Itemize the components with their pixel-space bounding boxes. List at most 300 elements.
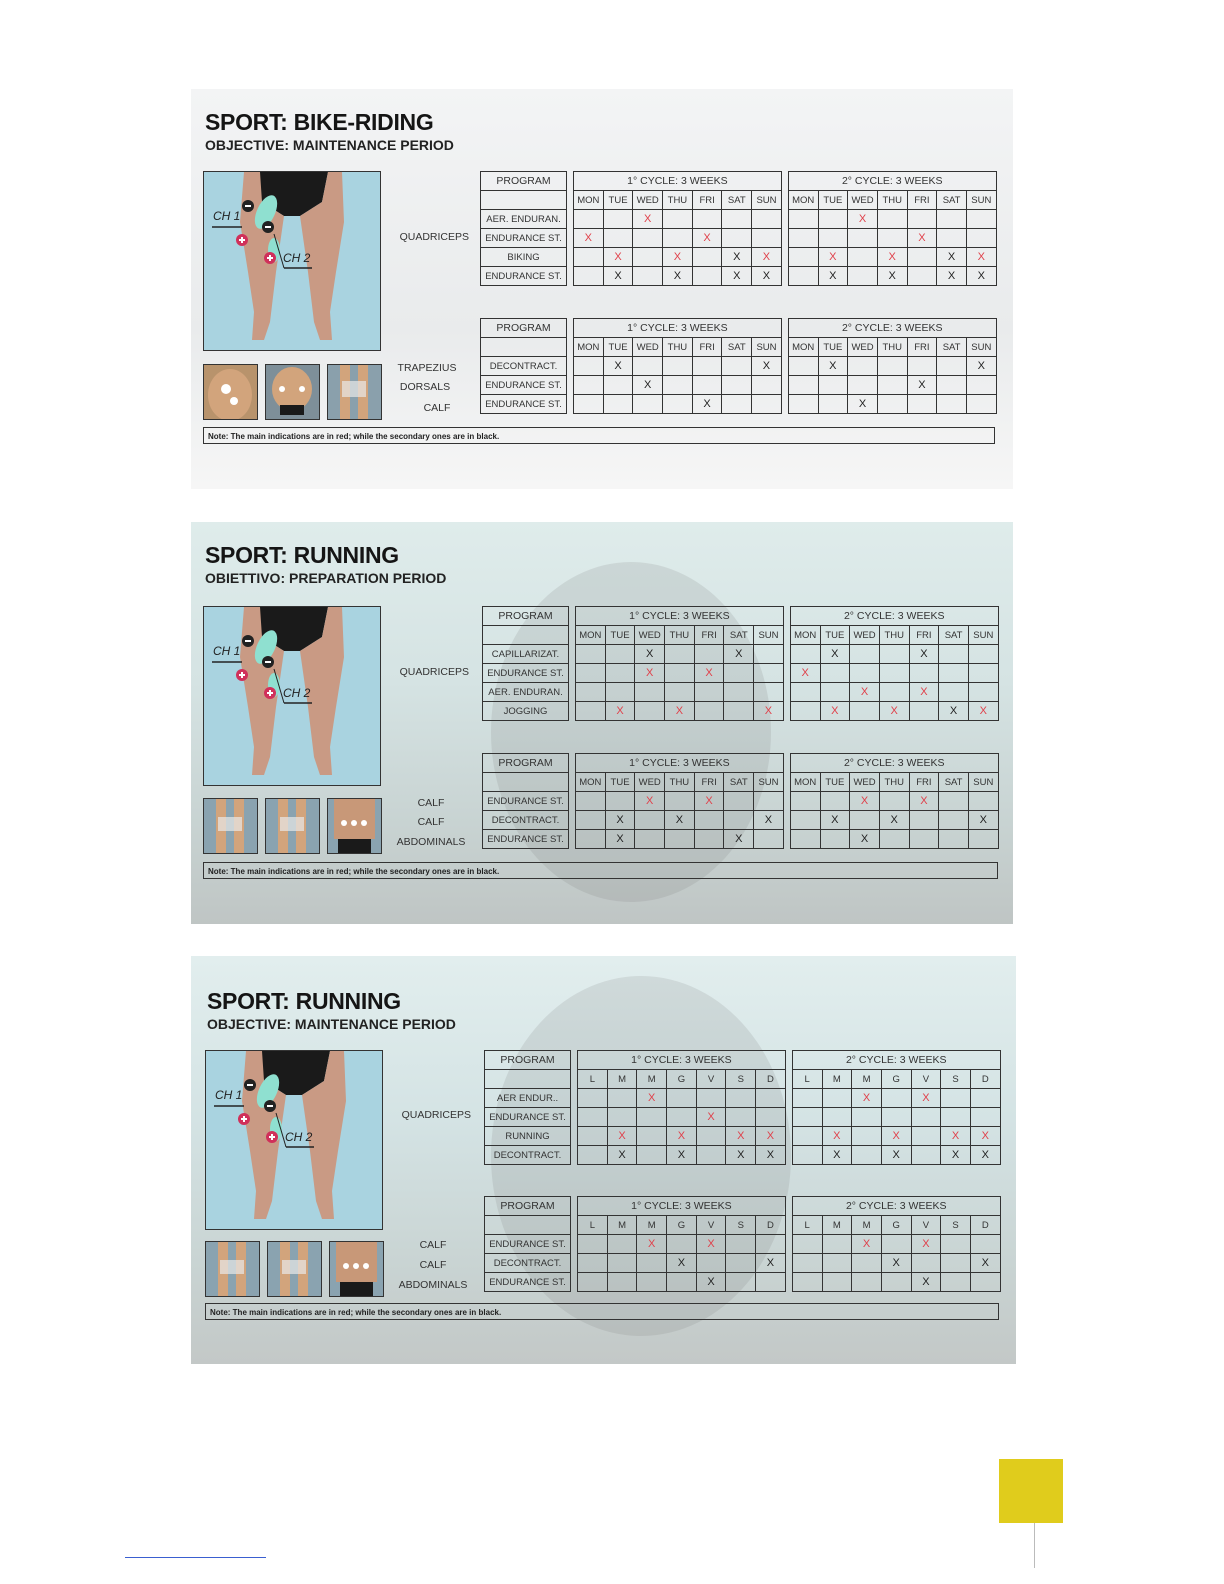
day-header: M bbox=[852, 1216, 882, 1235]
program-name: DECONTRACT. bbox=[483, 811, 569, 830]
schedule-cell bbox=[939, 792, 969, 811]
table-row bbox=[481, 357, 997, 376]
schedule-cell bbox=[752, 248, 782, 267]
schedule-cell bbox=[756, 1254, 786, 1273]
program-name: ENDURANCE ST. bbox=[483, 664, 569, 683]
column-gap bbox=[567, 210, 574, 229]
schedule-cell bbox=[667, 1146, 697, 1165]
schedule-cell bbox=[607, 1254, 637, 1273]
schedule-cell bbox=[633, 229, 663, 248]
schedule-cell bbox=[792, 1127, 822, 1146]
main-indication-mark: X bbox=[646, 795, 654, 807]
schedule-cell bbox=[879, 792, 909, 811]
schedule-cell bbox=[909, 664, 939, 683]
header-row bbox=[481, 172, 997, 191]
day-header: D bbox=[970, 1216, 1000, 1235]
table-row bbox=[481, 248, 997, 267]
day-header: TUE bbox=[603, 338, 633, 357]
column-gap bbox=[781, 357, 788, 376]
program-name: ENDURANCE ST. bbox=[481, 267, 567, 286]
schedule-cell bbox=[633, 248, 663, 267]
schedule-cell bbox=[696, 1235, 726, 1254]
program-name: AER ENDUR.. bbox=[485, 1089, 571, 1108]
program-header-blank bbox=[483, 626, 569, 645]
schedule-cell bbox=[790, 645, 820, 664]
day-header: SAT bbox=[939, 626, 969, 645]
day-header: WED bbox=[635, 773, 665, 792]
schedule-cell bbox=[941, 1235, 971, 1254]
schedule-cell bbox=[909, 811, 939, 830]
program-name: ENDURANCE ST. bbox=[481, 376, 567, 395]
schedule-cell bbox=[607, 1108, 637, 1127]
program-name: AER. ENDURAN. bbox=[481, 210, 567, 229]
cycle1-header: 1° CYCLE: 3 WEEKS bbox=[574, 319, 782, 338]
table-row bbox=[485, 1127, 1001, 1146]
schedule-cell bbox=[788, 376, 818, 395]
schedule-cell bbox=[909, 645, 939, 664]
schedule-cell bbox=[696, 1127, 726, 1146]
schedule-cell bbox=[818, 267, 848, 286]
table-row bbox=[483, 702, 999, 721]
panel-title: SPORT: BIKE-RIDING bbox=[205, 109, 434, 135]
schedule-cell bbox=[692, 376, 722, 395]
schedule-cell bbox=[820, 811, 850, 830]
secondary-indication-mark: X bbox=[677, 1149, 686, 1161]
panel-subtitle: OBJECTIVE: MAINTENANCE PERIOD bbox=[205, 137, 454, 153]
day-header: FRI bbox=[694, 626, 724, 645]
schedule-cell bbox=[850, 702, 880, 721]
schedule-cell bbox=[635, 811, 665, 830]
column-gap bbox=[569, 830, 576, 849]
program-header-blank bbox=[481, 191, 567, 210]
schedule-cell bbox=[850, 645, 880, 664]
schedule-cell bbox=[637, 1089, 667, 1108]
column-gap bbox=[571, 1197, 578, 1216]
schedule-cell bbox=[726, 1127, 756, 1146]
day-header: L bbox=[792, 1216, 822, 1235]
column-gap bbox=[569, 754, 576, 773]
program-name: DECONTRACT. bbox=[485, 1146, 571, 1165]
day-header: THU bbox=[879, 626, 909, 645]
day-header: WED bbox=[635, 626, 665, 645]
schedule-cell bbox=[574, 376, 604, 395]
main-indication-mark: X bbox=[829, 251, 837, 263]
schedule-cell bbox=[879, 645, 909, 664]
main-indication-mark: X bbox=[614, 251, 622, 263]
secondary-indication-mark: X bbox=[981, 1149, 989, 1161]
main-indication-mark: X bbox=[705, 667, 713, 679]
footnote-rule bbox=[125, 1557, 266, 1558]
muscle-label-calf: CALF bbox=[419, 1239, 447, 1251]
schedule-cell bbox=[907, 357, 937, 376]
day-header: D bbox=[756, 1070, 786, 1089]
schedule-cell bbox=[939, 811, 969, 830]
schedule-cell bbox=[696, 1254, 726, 1273]
schedule-cell bbox=[818, 395, 848, 414]
column-gap bbox=[781, 267, 788, 286]
main-indication-mark: X bbox=[979, 705, 987, 717]
day-header: TUE bbox=[605, 773, 635, 792]
schedule-cell bbox=[970, 1235, 1000, 1254]
secondary-indication-mark: X bbox=[762, 360, 771, 372]
main-indication-mark: X bbox=[833, 1130, 841, 1142]
schedule-cell bbox=[970, 1273, 1000, 1292]
column-gap bbox=[567, 376, 574, 395]
main-indication-mark: X bbox=[892, 1130, 900, 1142]
panel-subtitle: OBIETTIVO: PREPARATION PERIOD bbox=[205, 570, 447, 586]
schedule-cell bbox=[968, 792, 998, 811]
ch2-label: CH 2 bbox=[283, 251, 311, 265]
panel-running-preparation bbox=[191, 522, 1013, 924]
schedule-cell bbox=[879, 664, 909, 683]
day-header: SUN bbox=[968, 626, 998, 645]
schedule-cell bbox=[939, 702, 969, 721]
cycle2-header: 2° CYCLE: 3 WEEKS bbox=[788, 172, 996, 191]
muscle-label-trapezius: TRAPEZIUS bbox=[397, 362, 457, 374]
day-header: L bbox=[792, 1070, 822, 1089]
column-gap bbox=[785, 1070, 792, 1089]
schedule-cell bbox=[822, 1108, 852, 1127]
calf-thumbnail bbox=[205, 1241, 260, 1297]
schedule-cell bbox=[881, 1127, 911, 1146]
schedule-cell bbox=[848, 376, 878, 395]
schedule-cell bbox=[578, 1254, 608, 1273]
schedule-cell bbox=[879, 683, 909, 702]
main-indication-mark: X bbox=[888, 251, 896, 263]
day-header: SUN bbox=[968, 773, 998, 792]
schedule-cell bbox=[756, 1235, 786, 1254]
schedule-cell bbox=[879, 811, 909, 830]
schedule-cell bbox=[665, 683, 695, 702]
schedule-cell bbox=[754, 702, 784, 721]
schedule-cell bbox=[607, 1273, 637, 1292]
day-header: THU bbox=[877, 338, 907, 357]
schedule-cell bbox=[694, 645, 724, 664]
secondary-indication-mark: X bbox=[892, 1149, 900, 1161]
column-gap bbox=[567, 248, 574, 267]
schedule-cell bbox=[637, 1254, 667, 1273]
schedule-cell bbox=[756, 1273, 786, 1292]
schedule-cell bbox=[605, 702, 635, 721]
schedule-cell bbox=[941, 1089, 971, 1108]
schedule-grid bbox=[482, 753, 999, 849]
schedule-cell bbox=[578, 1108, 608, 1127]
schedule-cell bbox=[607, 1127, 637, 1146]
day-header: G bbox=[881, 1216, 911, 1235]
schedule-cell bbox=[911, 1273, 941, 1292]
day-header: TUE bbox=[818, 338, 848, 357]
schedule-cell bbox=[633, 267, 663, 286]
program-header-blank bbox=[481, 338, 567, 357]
column-gap bbox=[781, 210, 788, 229]
secondary-indication-mark: X bbox=[951, 1149, 960, 1161]
table-row bbox=[485, 1146, 1001, 1165]
secondary-indication-mark: X bbox=[707, 1276, 715, 1288]
days-row bbox=[481, 338, 997, 357]
schedule-cell bbox=[788, 248, 818, 267]
column-gap bbox=[569, 773, 576, 792]
ch1-label: CH 1 bbox=[215, 1088, 243, 1102]
schedule-cell bbox=[848, 357, 878, 376]
day-header: MON bbox=[576, 773, 606, 792]
schedule-cell bbox=[574, 248, 604, 267]
schedule-cell bbox=[635, 645, 665, 664]
column-gap bbox=[571, 1089, 578, 1108]
schedule-cell bbox=[937, 395, 967, 414]
schedule-cell bbox=[576, 645, 606, 664]
schedule-cell bbox=[663, 395, 693, 414]
cycle2-header: 2° CYCLE: 3 WEEKS bbox=[792, 1051, 1000, 1070]
muscle-label-abdominals: ABDOMINALS bbox=[396, 836, 466, 848]
quadriceps-electrode-photo bbox=[203, 171, 381, 351]
schedule-cell bbox=[970, 1127, 1000, 1146]
day-header: SUN bbox=[752, 191, 782, 210]
schedule-cell bbox=[877, 395, 907, 414]
main-indication-mark: X bbox=[920, 795, 928, 807]
day-header: S bbox=[941, 1070, 971, 1089]
day-header: WED bbox=[633, 191, 663, 210]
day-header: WED bbox=[850, 626, 880, 645]
main-indication-mark: X bbox=[922, 1092, 930, 1104]
panel-running-maintenance bbox=[191, 956, 1016, 1364]
schedule-cell bbox=[790, 792, 820, 811]
secondary-indication-mark: X bbox=[858, 398, 867, 410]
secondary-indication-mark: X bbox=[890, 814, 898, 826]
day-header: FRI bbox=[907, 191, 937, 210]
schedule-cell bbox=[578, 1273, 608, 1292]
main-indication-mark: X bbox=[677, 1130, 686, 1142]
secondary-indication-mark: X bbox=[892, 1257, 900, 1269]
schedule-cell bbox=[722, 357, 752, 376]
schedule-cell bbox=[850, 664, 880, 683]
day-header: TUE bbox=[818, 191, 848, 210]
schedule-cell bbox=[881, 1146, 911, 1165]
calf-thumbnail bbox=[203, 798, 258, 854]
schedule-cell bbox=[941, 1254, 971, 1273]
day-header: MON bbox=[574, 338, 604, 357]
secondary-indication-mark: X bbox=[644, 379, 652, 391]
schedule-cell bbox=[722, 395, 752, 414]
schedule-cell bbox=[576, 792, 606, 811]
table-row bbox=[481, 267, 997, 286]
main-indication-mark: X bbox=[862, 1092, 871, 1104]
table-row bbox=[481, 210, 997, 229]
muscle-label-dorsals: DORSALS bbox=[399, 381, 451, 393]
schedule-cell bbox=[722, 248, 752, 267]
legend-note: Note: The main indications are in red; while the secondary ones are in black. bbox=[205, 1303, 999, 1320]
schedule-cell bbox=[820, 830, 850, 849]
secondary-indication-mark: X bbox=[829, 360, 837, 372]
day-header: V bbox=[911, 1070, 941, 1089]
day-header: TUE bbox=[605, 626, 635, 645]
legend-note: Note: The main indications are in red; while the secondary ones are in black. bbox=[203, 862, 998, 879]
day-header: WED bbox=[848, 338, 878, 357]
cycle2-header: 2° CYCLE: 3 WEEKS bbox=[790, 607, 998, 626]
quadriceps-electrode-photo bbox=[203, 606, 381, 786]
day-header: S bbox=[726, 1070, 756, 1089]
column-gap bbox=[783, 683, 790, 702]
column-gap bbox=[785, 1108, 792, 1127]
schedule-cell bbox=[879, 702, 909, 721]
table-row bbox=[481, 376, 997, 395]
column-gap bbox=[569, 702, 576, 721]
calf-illustration bbox=[206, 1242, 259, 1296]
day-header: SAT bbox=[724, 773, 754, 792]
abdominals-thumbnail bbox=[329, 1241, 384, 1297]
day-header: THU bbox=[663, 191, 693, 210]
table-row bbox=[483, 830, 999, 849]
trapezius-thumbnail bbox=[203, 364, 258, 420]
muscle-label-calf: CALF bbox=[419, 1259, 447, 1271]
secondary-indication-mark: X bbox=[646, 648, 654, 660]
schedule-cell bbox=[970, 1089, 1000, 1108]
main-indication-mark: X bbox=[858, 213, 867, 225]
schedule-cell bbox=[790, 811, 820, 830]
schedule-cell bbox=[694, 830, 724, 849]
schedule-cell bbox=[788, 229, 818, 248]
secondary-indication-mark: X bbox=[860, 833, 869, 845]
schedule-cell bbox=[665, 830, 695, 849]
schedule-cell bbox=[603, 248, 633, 267]
days-row bbox=[483, 773, 999, 792]
schedule-cell bbox=[603, 210, 633, 229]
schedule-cell bbox=[665, 664, 695, 683]
secondary-indication-mark: X bbox=[735, 648, 743, 660]
day-header: S bbox=[941, 1216, 971, 1235]
schedule-cell bbox=[966, 267, 996, 286]
day-header: M bbox=[822, 1070, 852, 1089]
header-row bbox=[485, 1197, 1001, 1216]
schedule-cell bbox=[937, 357, 967, 376]
main-indication-mark: X bbox=[918, 232, 926, 244]
column-gap bbox=[567, 172, 574, 191]
column-gap bbox=[781, 172, 788, 191]
column-gap bbox=[571, 1146, 578, 1165]
schedule-cell bbox=[574, 210, 604, 229]
day-header: L bbox=[578, 1216, 608, 1235]
main-indication-mark: X bbox=[801, 667, 809, 679]
schedule-cell bbox=[877, 267, 907, 286]
schedule-cell bbox=[605, 830, 635, 849]
schedule-cell bbox=[605, 645, 635, 664]
program-header-blank bbox=[485, 1070, 571, 1089]
schedule-cell bbox=[941, 1146, 971, 1165]
schedule-cell bbox=[852, 1127, 882, 1146]
main-indication-mark: X bbox=[920, 686, 928, 698]
schedule-cell bbox=[603, 267, 633, 286]
day-header: FRI bbox=[692, 338, 722, 357]
schedule-cell bbox=[820, 645, 850, 664]
day-header: MON bbox=[790, 773, 820, 792]
day-header: SAT bbox=[724, 626, 754, 645]
column-gap bbox=[569, 626, 576, 645]
schedule-cell bbox=[633, 210, 663, 229]
schedule-cell bbox=[792, 1089, 822, 1108]
muscle-label-quadriceps: QUADRICEPS bbox=[399, 666, 469, 678]
schedule-cell bbox=[968, 702, 998, 721]
schedule-cell bbox=[818, 210, 848, 229]
schedule-cell bbox=[605, 683, 635, 702]
day-header: SAT bbox=[937, 191, 967, 210]
schedule-cell bbox=[663, 210, 693, 229]
column-gap bbox=[567, 191, 574, 210]
abdomen-illustration bbox=[330, 1242, 383, 1296]
schedule-cell bbox=[752, 267, 782, 286]
legend-note: Note: The main indications are in red; while the secondary ones are in black. bbox=[203, 427, 995, 444]
cycle1-header: 1° CYCLE: 3 WEEKS bbox=[576, 607, 784, 626]
column-gap bbox=[785, 1146, 792, 1165]
column-gap bbox=[571, 1108, 578, 1127]
column-gap bbox=[567, 395, 574, 414]
schedule-cell bbox=[724, 664, 754, 683]
calf-illustration bbox=[328, 365, 381, 419]
program-name: ENDURANCE ST. bbox=[485, 1108, 571, 1127]
day-header: D bbox=[756, 1216, 786, 1235]
column-gap bbox=[567, 338, 574, 357]
schedule-cell bbox=[576, 683, 606, 702]
day-header: S bbox=[726, 1216, 756, 1235]
schedule-cell bbox=[637, 1146, 667, 1165]
schedule-cell bbox=[881, 1235, 911, 1254]
schedule-cell bbox=[665, 792, 695, 811]
schedule-cell bbox=[788, 357, 818, 376]
secondary-indication-mark: X bbox=[829, 270, 837, 282]
column-gap bbox=[783, 773, 790, 792]
column-gap bbox=[571, 1254, 578, 1273]
day-header: M bbox=[822, 1216, 852, 1235]
schedule-cell bbox=[966, 357, 996, 376]
schedule-cell bbox=[939, 830, 969, 849]
day-header: TUE bbox=[820, 626, 850, 645]
column-gap bbox=[781, 229, 788, 248]
day-header: G bbox=[667, 1070, 697, 1089]
schedule-cell bbox=[663, 248, 693, 267]
calf-illustration bbox=[204, 799, 257, 853]
schedule-cell bbox=[663, 357, 693, 376]
day-header: THU bbox=[663, 338, 693, 357]
schedule-cell bbox=[605, 811, 635, 830]
schedule-cell bbox=[818, 248, 848, 267]
schedule-cell bbox=[937, 267, 967, 286]
schedule-cell bbox=[696, 1089, 726, 1108]
column-gap bbox=[781, 248, 788, 267]
schedule-cell bbox=[879, 830, 909, 849]
schedule-cell bbox=[848, 248, 878, 267]
schedule-cell bbox=[818, 229, 848, 248]
schedule-cell bbox=[881, 1089, 911, 1108]
schedule-cell bbox=[822, 1146, 852, 1165]
main-indication-mark: X bbox=[860, 686, 869, 698]
schedule-cell bbox=[574, 267, 604, 286]
schedule-cell bbox=[966, 395, 996, 414]
program-name: ENDURANCE ST. bbox=[483, 830, 569, 849]
schedule-cell bbox=[578, 1127, 608, 1146]
day-header: MON bbox=[788, 338, 818, 357]
cycle2-header: 2° CYCLE: 3 WEEKS bbox=[790, 754, 998, 773]
main-indication-mark: X bbox=[860, 795, 869, 807]
schedule-cell bbox=[692, 210, 722, 229]
column-gap bbox=[783, 754, 790, 773]
muscle-label-abdominals: ABDOMINALS bbox=[398, 1279, 468, 1291]
column-gap bbox=[785, 1089, 792, 1108]
schedule-cell bbox=[848, 229, 878, 248]
secondary-indication-mark: X bbox=[614, 270, 622, 282]
schedule-cell bbox=[820, 702, 850, 721]
day-header: SUN bbox=[754, 626, 784, 645]
schedule-cell bbox=[726, 1146, 756, 1165]
column-gap bbox=[781, 191, 788, 210]
schedule-cell bbox=[907, 395, 937, 414]
